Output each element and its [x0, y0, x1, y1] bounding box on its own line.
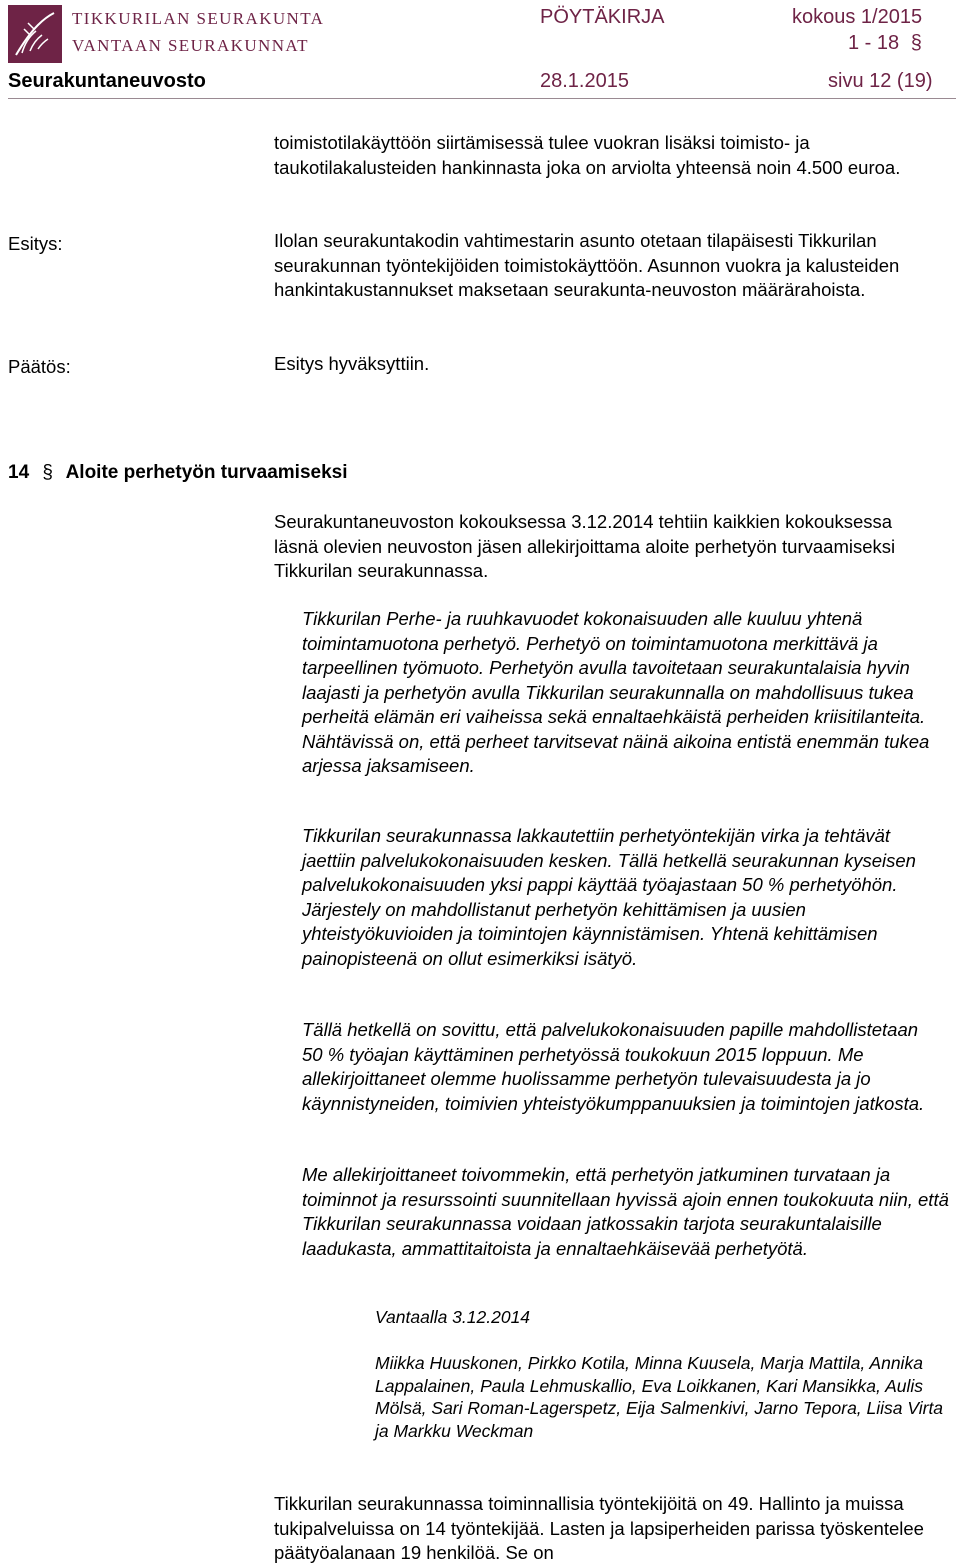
closing-paragraph: Tikkurilan seurakunnassa toiminnallisia työntekijöitä on 49. Hallinto ja muissa tukipalveluissa on 14 työntekijää. Lasten ja lapsiperheiden parissa työskentelee päätyöalanaan 19 henkilöä. Se on — [274, 1493, 924, 1563]
section-title: Aloite perhetyön turvaamiseksi — [65, 462, 348, 483]
initiative-paragraph: Tällä hetkellä on sovittu, että palvelukokonaisuuden papille mahdollistetaan 50 % työajan käyttäminen perhetyössä toukokuun 2015 loppuun. Me allekirjoittaneet olemme huolissamme perhetyön tulevaisuudesta ja jo käynnistyneiden, toimivien yhteistyökumppanuuksien ja toimintojen jatkosta. — [302, 1019, 925, 1114]
signature-names: Miikka Huuskonen, Pirkko Kotila, Minna Kuusela, Marja Mattila, Annika Lappalainen, Paula Lehmuskallio, Eva Loikkanen, Kari Mansikka, Aulis Mölsä, Sari Roman-Lagerspetz, Eija Salmenkivi, Jarno Tepora, Liisa Virta ja Markku Weckman — [375, 1353, 944, 1441]
section-heading — [8, 462, 348, 484]
proposal-text: Ilolan seurakuntakodin vahtimestarin asunto otetaan tilapäisesti Tikkurilan seurakunnan työntekijöiden toimistokäyttöön. Asunnon vuokra ja kalusteiden hankintakustannukset maksetaan seurakunta-neuvoston määrärahoista. — [274, 230, 900, 300]
section-range — [848, 32, 922, 55]
parish-logo — [8, 5, 62, 63]
decision-label: Päätös: — [8, 356, 71, 377]
header-divider — [8, 98, 956, 99]
meeting-number: kokous 1/2015 — [792, 6, 923, 28]
proposal-label: Esitys: — [8, 233, 63, 254]
section-symbol-icon: § — [910, 32, 922, 54]
section-symbol-icon: § — [42, 462, 53, 483]
decision-text: Esitys hyväksyttiin. — [274, 353, 430, 374]
org-name-line2: VANTAAN SEURAKUNNAT — [72, 36, 309, 55]
initiative-paragraph: Tikkurilan seurakunnassa lakkautettiin perhetyöntekijän virka ja tehtävät jaettiin palvelukokonaisuuden kesken. Tällä hetkellä seurakunnan kyseisen palvelukokonaisuuden yksi pappi käyttää työajastaan 50 % perhetyöhön. Järjestely on mahdollistanut perhetyön kehittämisen ja uusien yhteistyökuvioiden ja toimintojen käynnistämisen. Yhtenä kehittämisen painopisteenä on ollut esimerkiksi isätyö. — [302, 825, 916, 969]
body-name: Seurakuntaneuvosto — [8, 70, 206, 92]
section-range-text: 1 - 18 — [848, 32, 900, 54]
doc-type: PÖYTÄKIRJA — [540, 6, 665, 28]
initiative-paragraph: Me allekirjoittaneet toivommekin, että perhetyön jatkuminen turvataan ja toiminnot ja resurssointi suunnitellaan hyvissä ajoin ennen toukokuuta niin, että Tikkurilan seurakunnassa voidaan jatkossakin tarjota seurakuntalaisille laadukasta, ammattitaitoista ja ennaltaehkäisevää perhetyötä. — [302, 1164, 949, 1259]
logo-emblem-icon — [8, 5, 62, 63]
meeting-date: 28.1.2015 — [540, 70, 629, 92]
intro-paragraph: toimistotilakäyttöön siirtämisessä tulee vuokran lisäksi toimisto- ja taukotilakalusteiden hankinnasta joka on arviolta yhteensä noin 4.500 euroa. — [274, 132, 901, 178]
section-number: 14 — [8, 462, 30, 483]
initiative-paragraph: Tikkurilan Perhe- ja ruuhkavuodet kokonaisuuden alle kuuluu yhtenä toimintamuotona perhetyö. Perhetyö on toimintamuotona merkittävä ja tarpeellinen työmuoto. Perhetyön avulla tavoitetaan seurakuntalaisia hyvin laajasti ja perhetyön avulla Tikkurilan seurakunnalla on mahdollisuus tukea perheitä elämän eri vaiheissa sekä ennaltaehkäistä perheiden kriisitilanteita. Nähtävissä on, että perheet tarvitsevat näinä aikoina entistä enemmän tukea arjessa jaksamiseen. — [302, 608, 930, 776]
section-intro: Seurakuntaneuvoston kokouksessa 3.12.2014 tehtiin kaikkien kokouksessa läsnä olevien neuvoston jäsen allekirjoittama aloite perhetyön turvaamiseksi Tikkurilan seurakunnassa. — [274, 511, 896, 581]
signature-place-date: Vantaalla 3.12.2014 — [375, 1307, 531, 1327]
org-name-line1: TIKKURILAN SEURAKUNTA — [72, 9, 325, 28]
page-number: sivu 12 (19) — [828, 70, 933, 92]
